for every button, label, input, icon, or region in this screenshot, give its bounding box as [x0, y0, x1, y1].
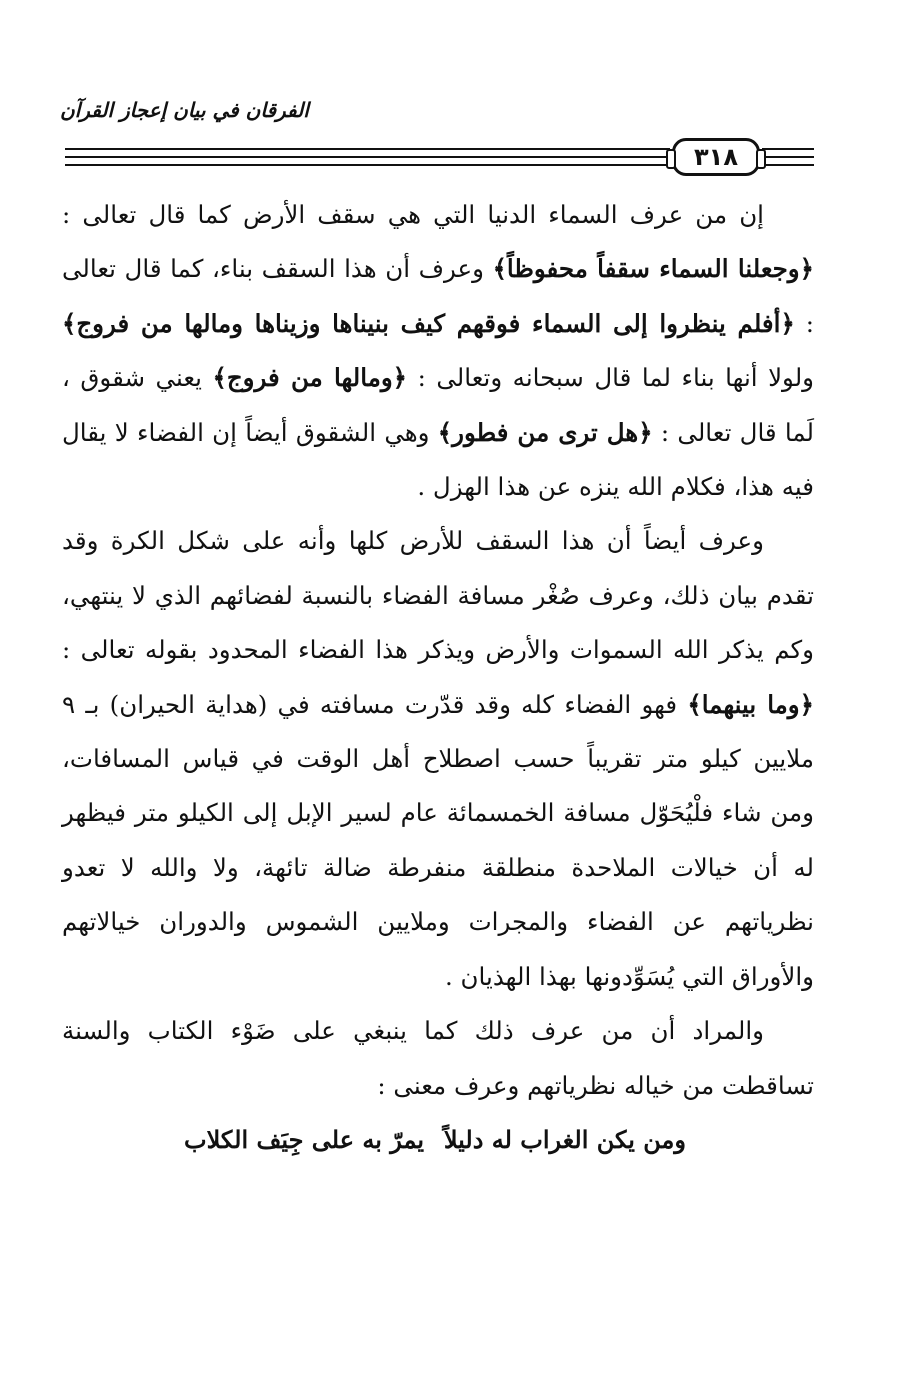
text-run: إن من عرف السماء الدنيا التي هي سقف الأرض كما قال تعالى :	[62, 200, 764, 229]
paragraph	[62, 514, 814, 1004]
header-rule	[762, 148, 814, 150]
poem-verse	[184, 1113, 686, 1167]
text-run: فهو الفضاء كله وقد قدّرت مسافته في (هداية الحيران) بـ ٩ ملايين كيلو متر تقريباً حسب اصطلاح أهل الوقت في قياس المسافات، ومن شاء فلْيُحَوّل مسافة الخمسمائة عام لسير الإبل إلى الكيلو متر فيظهر له أن خيالات الملاحدة منطلقة منفرطة ضالة تائهة، ولا والله لا تعدو نظرياتهم عن الفضاء والمجرات وملايين الشموس والدوران خيالاتهم والأوراق التي يُسَوِّدونها بهذا الهذيان .	[62, 689, 814, 991]
header-rule	[762, 156, 814, 158]
text-run: وعرف أن هذا السقف بناء، كما قال تعالى :	[62, 254, 815, 338]
page-number: ٣١٨	[694, 143, 738, 171]
text-run: وهي الشقوق أيضاً إن الفضاء لا يقال فيه هذا، فكلام الله ينزه عن هذا الهزل .	[62, 417, 814, 502]
paragraph	[62, 1004, 814, 1113]
quran-verse: ﴿وجعلنا السماء سقفاً محفوظاً﴾	[492, 254, 814, 284]
text-run: وعرف أيضاً أن هذا السقف للأرض كلها وأنه على شكل الكرة وقد تقدم بيان ذلك، وعرف صُغْر مسافة الفضاء بالنسبة لفضائهم الذي لا ينتهي، وكم يذكر الله السموات والأرض ويذكر هذا الفضاء المحدود بقوله تعالى :	[62, 526, 814, 665]
quran-verse: ﴿هل ترى من فطور﴾	[437, 417, 653, 447]
body-text	[62, 188, 814, 1167]
poem-second-hemistich: يمرّ به على جِيَف الكلاب	[184, 1124, 425, 1154]
quran-verse: ﴿ومالها من فروج﴾	[212, 363, 408, 393]
header-rule	[65, 148, 670, 150]
text-run: والمراد أن من عرف ذلك كما ينبغي على ضَوْء الكتاب والسنة تساقطت من خياله نظرياتهم وعرف معنى :	[62, 1016, 814, 1100]
quran-verse: ﴿وما بينهما﴾	[687, 689, 814, 719]
text-run: يعني شقوق ، لَما قال تعالى :	[62, 363, 815, 447]
header-rule	[762, 164, 814, 166]
running-title: الفرقان في بيان إعجاز القرآن	[60, 98, 309, 122]
header-rule	[65, 156, 670, 158]
text-run: ولولا أنها بناء لما قال سبحانه وتعالى :	[407, 363, 815, 393]
page-number-frame	[672, 138, 760, 176]
paragraph	[62, 188, 814, 514]
poem-first-hemistich: ومن يكن الغراب له دليلاً	[443, 1124, 686, 1154]
quran-verse: ﴿أفلم ينظروا إلى السماء فوقهم كيف بنيناها وزيناها ومالها من فروج﴾	[62, 308, 795, 338]
header-rule	[65, 164, 670, 166]
